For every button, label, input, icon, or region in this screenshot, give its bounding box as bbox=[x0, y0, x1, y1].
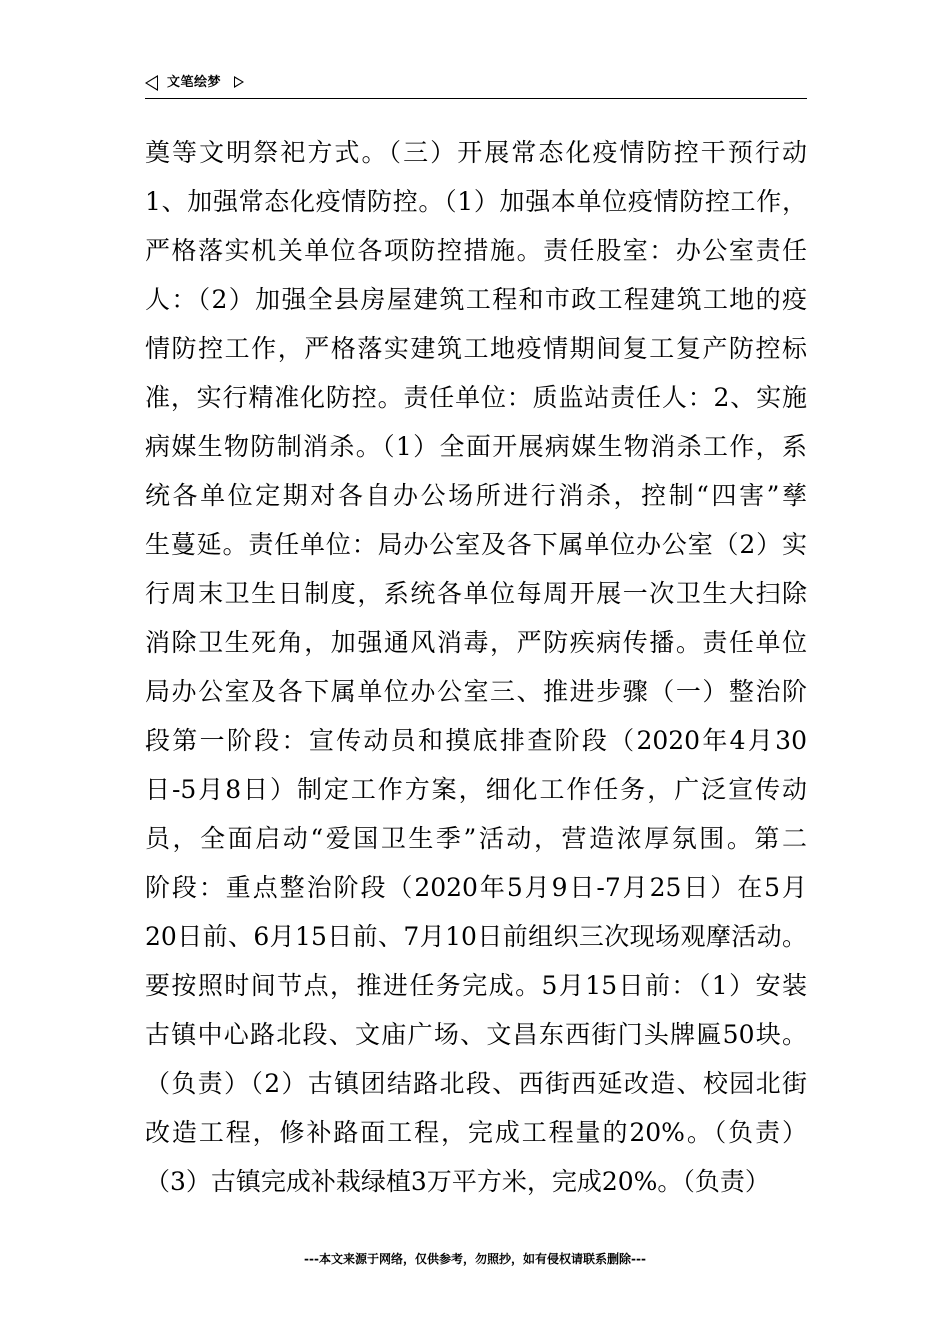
text-line: 准，实行精准化防控。责任单位：质监站责任人：2、实施 bbox=[145, 383, 807, 412]
text-line: 段第一阶段：宣传动员和摸底排查阶段（2020年4月30 bbox=[145, 726, 807, 755]
text-line: 情防控工作，严格落实建筑工地疫情期间复工复产防控标 bbox=[145, 334, 807, 363]
text-line: 员，全面启动“爱国卫生季”活动，营造浓厚氛围。第二 bbox=[145, 824, 807, 853]
text-line: 生蔓延。责任单位：局办公室及各下属单位办公室（2）实 bbox=[145, 530, 807, 559]
text-line: 改造工程，修补路面工程，完成工程量的20%。（负责） bbox=[145, 1118, 807, 1147]
text-line: 行周末卫生日制度，系统各单位每周开展一次卫生大扫除 bbox=[145, 579, 807, 608]
text-line: 奠等文明祭祀方式。（三）开展常态化疫情防控干预行动 bbox=[145, 138, 807, 167]
text-line: 1、加强常态化疫情防控。（1）加强本单位疫情防控工作， bbox=[145, 187, 807, 216]
text-line: （负责）（2）古镇团结路北段、西街西延改造、校园北街 bbox=[145, 1069, 807, 1098]
text-line: 人：（2）加强全县房屋建筑工程和市政工程建筑工地的疫 bbox=[145, 285, 807, 314]
text-line: 20日前、6月15日前、7月10日前组织三次现场观摩活动。 bbox=[145, 922, 807, 951]
footer-disclaimer: ---本文来源于网络，仅供参考，勿照抄，如有侵权请联系删除--- bbox=[304, 1252, 646, 1266]
text-line: 消除卫生死角，加强通风消毒，严防疾病传播。责任单位 bbox=[145, 628, 807, 657]
right-triangle-outline-icon bbox=[234, 76, 244, 88]
text-line: 古镇中心路北段、文庙广场、文昌东西街门头牌匾50块。 bbox=[145, 1020, 807, 1049]
document-body bbox=[145, 128, 807, 1206]
text-line: 阶段：重点整治阶段（2020年5月9日-7月25日）在5月 bbox=[145, 873, 807, 902]
text-line: 局办公室及各下属单位办公室三、推进步骤（一）整治阶 bbox=[145, 677, 807, 706]
text-line: 病媒生物防制消杀。（1）全面开展病媒生物消杀工作，系 bbox=[145, 432, 807, 461]
text-line: 要按照时间节点，推进任务完成。5月15日前：（1）安装 bbox=[145, 971, 807, 1000]
left-triangle-outline-icon bbox=[145, 75, 158, 91]
header-title: 文笔绘梦 bbox=[167, 75, 222, 90]
text-line: （3）古镇完成补栽绿植3万平方米，完成20%。（负责） bbox=[145, 1167, 770, 1196]
text-line: 严格落实机关单位各项防控措施。责任股室：办公室责任 bbox=[145, 236, 807, 265]
text-line: 日-5月8日）制定工作方案，细化工作任务，广泛宣传动 bbox=[145, 775, 807, 804]
text-line: 统各单位定期对各自办公场所进行消杀，控制“四害”孳 bbox=[145, 481, 807, 510]
page-header bbox=[145, 72, 807, 99]
